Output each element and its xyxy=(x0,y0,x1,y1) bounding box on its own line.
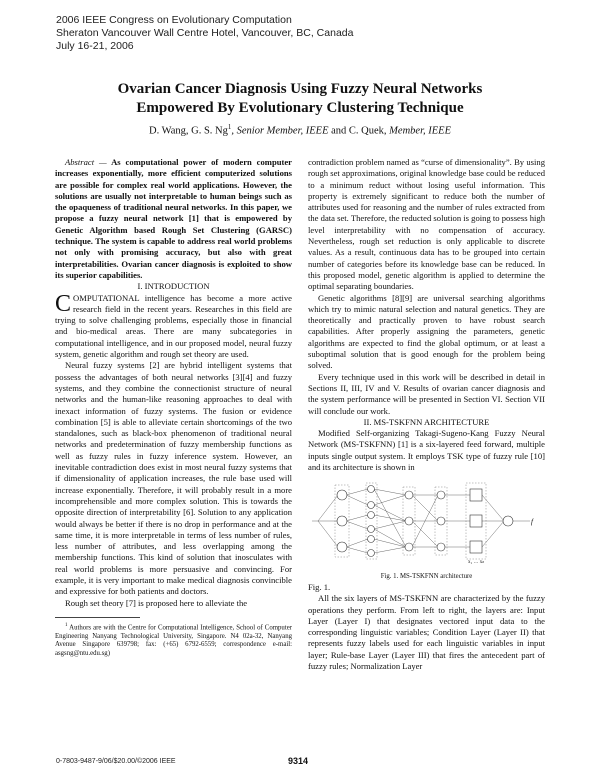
title-line-1: Ovarian Cancer Diagnosis Using Fuzzy Neural Networks xyxy=(117,81,483,97)
intro-paragraph-3: Rough set theory [7] is proposed here to alleviate the xyxy=(65,597,248,608)
author-role-1: , Senior Member, IEEE xyxy=(231,125,329,137)
right-paragraph-2: Genetic algorithms [8][9] are universal searching algorithms which try to mimic natural selection and natural genetics. They are theoretically and practically proven to have robust search capabilities. After properly assigning the parameters, genetic algorithms are expected to find the global optimum, or at least a suboptimal solution that is good enough for the problem being solved. xyxy=(308,292,545,371)
drop-cap: C xyxy=(55,290,72,317)
author-names-2: and C. Quek, xyxy=(328,125,390,137)
right-column xyxy=(308,157,545,672)
paper-title xyxy=(40,80,560,118)
svg-text:f: f xyxy=(531,518,533,527)
title-line-2: Empowered By Evolutionary Clustering Technique xyxy=(136,100,464,116)
intro-paragraph-1-text: OMPUTATIONAL intelligence has become a more active research field in the recent years. Researches in this field are trying to solve challenging problems, especially those in financial and bio-medical areas. There are many subcategories in computational intelligence, and in our proposed model, neural fuzzy system, genetic algorithm and rough set theory are used. xyxy=(55,292,292,360)
conference-header xyxy=(56,14,353,53)
right-paragraph-3: Every technique used in this work will be described in detail in Sections II, III, IV and V. Results of ovarian cancer diagnosis and the system performance will be presented in Section VI. Section VII will conclude our work. xyxy=(308,371,545,416)
abstract-label: Abstract — xyxy=(65,157,107,167)
right-paragraph-5: All the six layers of MS-TSKFNN are characterized by the fuzzy operations they perform. From left to right, the layers are: Input Layer (Layer I) that designates vectored input data to the corresponding linguistic variables; Condition Layer (Layer II) that represents fuzzy labels used for each linguistic variables in input layer; Rule-base Layer (Layer III) that fires the antecedent part of fuzzy rules; Normalization Layer xyxy=(308,593,545,671)
section-heading-introduction: I. INTRODUCTION xyxy=(137,281,210,292)
figure-reference: Fig. 1. xyxy=(308,581,331,592)
author-footnote-mark: 1 xyxy=(227,123,232,131)
author-line xyxy=(40,123,560,137)
abstract-text: As computational power of modern computer increases exponentially, more efficient computerized solutions are possible for complex real world applications. However, the solutions are usually not interpretable to human beings such as the opaqueness of traditional neural networks. In this paper, we propose a fuzzy neural network [1] that is empowered by Genetic Algorithm based Rough Set Clustering (GARSC) technique. The system is capable to address real world problems not only with promising accuracy, but also with great interpretabilities. Ovarian cancer diagnosis is exploited to show its superior capabilities. xyxy=(55,157,292,280)
footnote-rule xyxy=(55,617,140,618)
section-heading-architecture: II. MS-TSKFNN ARCHITECTURE xyxy=(363,416,490,427)
intro-paragraph-1 xyxy=(55,290,292,361)
page-number: 9314 xyxy=(288,756,309,766)
author-role-2: Member, IEEE xyxy=(389,125,451,137)
author-names: D. Wang, G. S. Ng xyxy=(149,125,228,137)
isbn-copyright: 0-7803-9487-9/06/$20.00/©2006 IEEE xyxy=(56,758,176,765)
intro-paragraph-2: Neural fuzzy systems [2] are hybrid intelligent systems that possess the advantages of both neural networks [3][4] and fuzzy systems, and they combine the connectionist structure of neural networks and the human-like reasoning approaches to deal with inexact information of fuzzy systems. The fusion or evidence combination [5] is able to alleviate certain shortcomings of the two standalones, such as black-box phenomenon of traditional neural networks and predetermination of fuzzy membership functions as well as fuzzy rules in fuzzy inference system. However, an inevitable contradiction does exist in most neural fuzzy systems that if dimensionality of application increases, the rule base used will increase exponentially. Therefore, it will probably result in a more incomprehensible and more complex solution. This is towards the opposite direction of interpretability [6]. Solution to any application would always be better if there is no drop in performance and at the same time, it is more interpretable in terms of less number of rules, less number of attributes, and less overlapping among the membership functions. This kind of solution that inosculates with real world problems is more persuasive and convincing. For example, it is very important to make medical diagnosis convincible and expressive for both patients and doctors. xyxy=(55,360,292,597)
conference-venue: Sheraton Vancouver Wall Centre Hotel, Vancouver, BC, Canada xyxy=(56,27,354,39)
figure-1 xyxy=(308,477,545,568)
architecture-diagram xyxy=(308,477,545,565)
conference-date: July 16-21, 2006 xyxy=(56,40,134,52)
footnote-text: Authors are with the Centre for Computational Intelligence, School of Computer Engineering Nanyang Technological University, Singapore. N4 02a-32, Nanyang Avenue Singapore 639798; fax: (+65) 6792-6559; correspondence e-mail: asgsng@ntu.edu.sg) xyxy=(55,624,292,657)
right-paragraph-4: Modified Self-organizing Takagi-Sugeno-Kang Fuzzy Neural Network (MS-TSKFNN) [1] is a six-layered feed forward, multiple inputs single output system. It employs TSK type of fuzzy rule [10] and its architecture is shown in xyxy=(308,428,545,473)
figure-caption: Fig. 1. MS-TSKFNN architecture xyxy=(380,572,473,580)
conference-name: 2006 IEEE Congress on Evolutionary Computation xyxy=(56,14,292,26)
footnote: $^1$ Authors are with the Centre for Computational Intelligence, School of Computer Engineering Nanyang Technological University, Singapore. N4 02a-32, Nanyang Avenue Singapore 639798; fax: (+65) 6792-6559; correspondence e-mail: asgsng@ntu.edu.sg) xyxy=(55,622,292,657)
abstract xyxy=(55,157,292,281)
svg-text:x₁ … xₙ: x₁ … xₙ xyxy=(468,560,485,566)
left-column xyxy=(55,157,292,659)
right-paragraph-1: contradiction problem named as “curse of dimensionality”. By using rough set approximations, original knowledge base could be reduced to a minimum reduct without losing useful information. This property is extremely significant to reduce both the number of attributes used for reasoning and the number of rules extracted from the data set. Therefore, the reducted solution is going to possess high level interpretability with no compensation of accuracy. Nevertheless, rough set reduction is only applicable to discrete values. As a result, continuous data has to be grouped into certain number of categories before its knowledge base can be reduced. In this proposed model, genetic algorithm is applied to determine the optimal separating boundaries. xyxy=(308,157,545,292)
